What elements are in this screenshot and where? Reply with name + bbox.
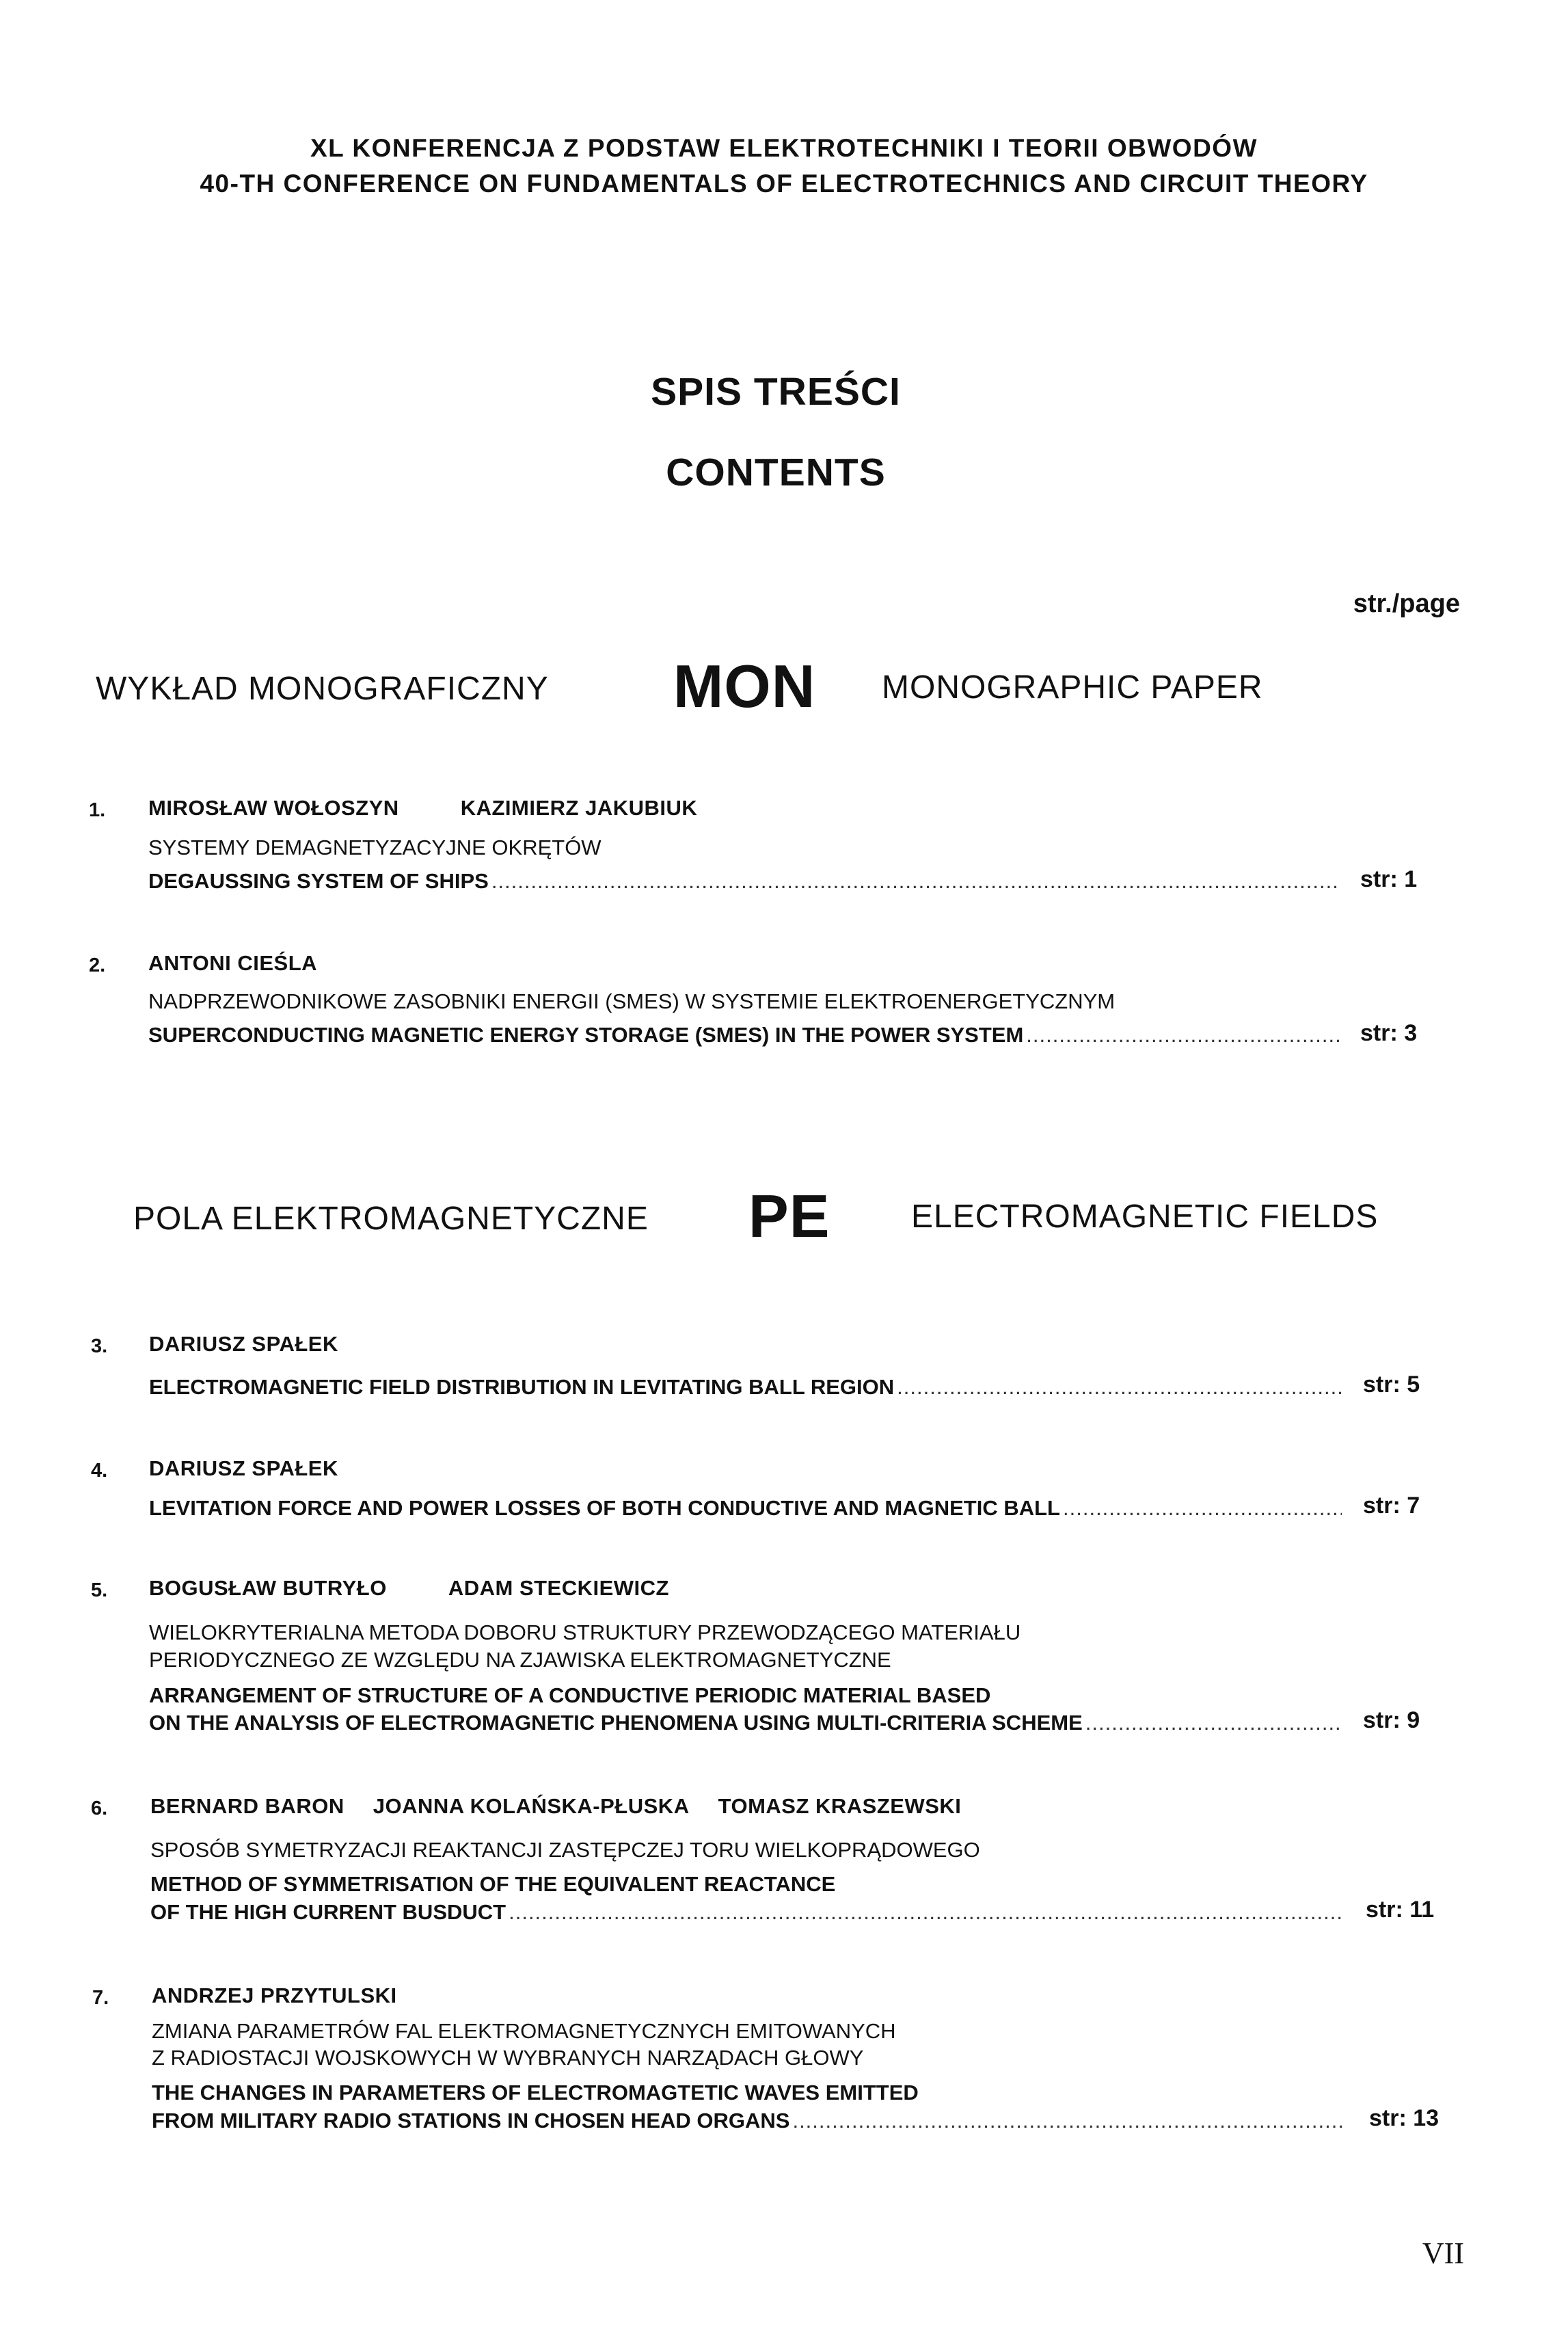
entry-page: str: 7 (1363, 1493, 1420, 1519)
entry-title-en: ARRANGEMENT OF STRUCTURE OF A CONDUCTIVE PERIODIC MATERIAL BASED (149, 1683, 991, 1707)
section-label-en: MONOGRAPHIC PAPER (882, 669, 1263, 706)
author: TOMASZ KRASZEWSKI (718, 1794, 962, 1818)
toc-title-en: CONTENTS (666, 451, 886, 494)
entry-title-en: ON THE ANALYSIS OF ELECTROMAGNETIC PHENOMENA USING MULTI-CRITERIA SCHEME ..... (149, 1711, 1342, 1735)
entry-authors (150, 1794, 1023, 1819)
entry-title-en: OF THE HIGH CURRENT BUSDUCT ..... (150, 1900, 1343, 1925)
conference-title-en: 40-TH CONFERENCE ON FUNDAMENTALS OF ELECTROTECHNICS AND CIRCUIT THEORY (200, 170, 1368, 198)
entry-title-en: ELECTROMAGNETIC FIELD DISTRIBUTION IN LEVITATING BALL REGION ..... (149, 1375, 1342, 1400)
author: KAZIMIERZ JAKUBIUK (460, 796, 698, 820)
author: JOANNA KOLAŃSKA-PŁUSKA (373, 1794, 690, 1818)
entry-title-pl: ZMIANA PARAMETRÓW FAL ELEKTROMAGNETYCZNYCH EMITOWANYCH (152, 2019, 896, 2043)
entry-authors (148, 796, 759, 820)
toc-title-pl: SPIS TREŚCI (651, 370, 901, 414)
entry-authors (149, 1332, 400, 1356)
entry-authors (149, 1576, 731, 1601)
entry-number: 2. (89, 954, 106, 976)
author: ANDRZEJ PRZYTULSKI (152, 1983, 397, 2007)
page-column-label: str./page (1353, 589, 1460, 618)
entry-page: str: 9 (1363, 1707, 1420, 1733)
author: ADAM STECKIEWICZ (448, 1576, 669, 1600)
author: BOGUSŁAW BUTRYŁO (149, 1576, 387, 1600)
entry-title-en: SUPERCONDUCTING MAGNETIC ENERGY STORAGE (SMES) IN THE POWER SYSTEM ..... (148, 1023, 1340, 1047)
author: ANTONI CIEŚLA (148, 951, 318, 975)
entry-title-en: LEVITATION FORCE AND POWER LOSSES OF BOTH CONDUCTIVE AND MAGNETIC BALL ..... (149, 1496, 1342, 1521)
entry-authors (149, 1456, 400, 1481)
entry-page: str: 13 (1369, 2105, 1439, 2131)
entry-title-pl: SYSTEMY DEMAGNETYZACYJNE OKRĘTÓW (148, 836, 601, 859)
entry-number: 4. (91, 1460, 108, 1482)
section-label-pl: WYKŁAD MONOGRAFICZNY (96, 671, 549, 707)
entry-number: 5. (91, 1579, 108, 1601)
entry-page: str: 1 (1360, 866, 1418, 892)
entry-number: 7. (92, 1987, 109, 2009)
entry-page: str: 5 (1363, 1372, 1420, 1398)
author: DARIUSZ SPAŁEK (149, 1456, 338, 1480)
section-code: MON (673, 652, 816, 720)
section-code: PE (748, 1182, 830, 1250)
author: BERNARD BARON (150, 1794, 344, 1818)
entry-title-en: METHOD OF SYMMETRISATION OF THE EQUIVALENT REACTANCE (150, 1872, 836, 1896)
entry-number: 3. (91, 1335, 108, 1357)
entry-number: 6. (91, 1797, 108, 1819)
author: DARIUSZ SPAŁEK (149, 1332, 338, 1356)
entry-title-en: FROM MILITARY RADIO STATIONS IN CHOSEN HEAD ORGANS ..... (152, 2109, 1345, 2133)
entry-title-pl: NADPRZEWODNIKOWE ZASOBNIKI ENERGII (SMES) W SYSTEMIE ELEKTROENERGETYCZNYM (148, 989, 1116, 1013)
entry-number: 1. (89, 799, 106, 821)
entry-page: str: 3 (1360, 1020, 1418, 1046)
entry-title-pl: WIELOKRYTERIALNA METODA DOBORU STRUKTURY PRZEWODZĄCEGO MATERIAŁU (149, 1620, 1021, 1644)
entry-title-pl: PERIODYCZNEGO ZE WZGLĘDU NA ZJAWISKA ELEKTROMAGNETYCZNE (149, 1648, 891, 1672)
entry-authors (148, 951, 379, 976)
entry-title-en: DEGAUSSING SYSTEM OF SHIPS ..... (148, 869, 1340, 894)
entry-page: str: 11 (1366, 1897, 1435, 1923)
conference-title-pl: XL KONFERENCJA Z PODSTAW ELEKTROTECHNIKI I TEORII OBWODÓW (310, 134, 1258, 162)
entry-authors (152, 1983, 459, 2008)
author: MIROSŁAW WOŁOSZYN (148, 796, 399, 820)
entry-title-pl: Z RADIOSTACJI WOJSKOWYCH W WYBRANYCH NARZĄDACH GŁOWY (152, 2046, 864, 2070)
entry-title-pl: SPOSÓB SYMETRYZACJI REAKTANCJI ZASTĘPCZEJ TORU WIELKOPRĄDOWEGO (150, 1838, 980, 1862)
section-label-en: ELECTROMAGNETIC FIELDS (911, 1199, 1379, 1235)
section-label-pl: POLA ELEKTROMAGNETYCZNE (133, 1201, 649, 1237)
page-number: VII (1422, 2236, 1464, 2270)
entry-title-en: THE CHANGES IN PARAMETERS OF ELECTROMAGTETIC WAVES EMITTED (152, 2081, 919, 2104)
